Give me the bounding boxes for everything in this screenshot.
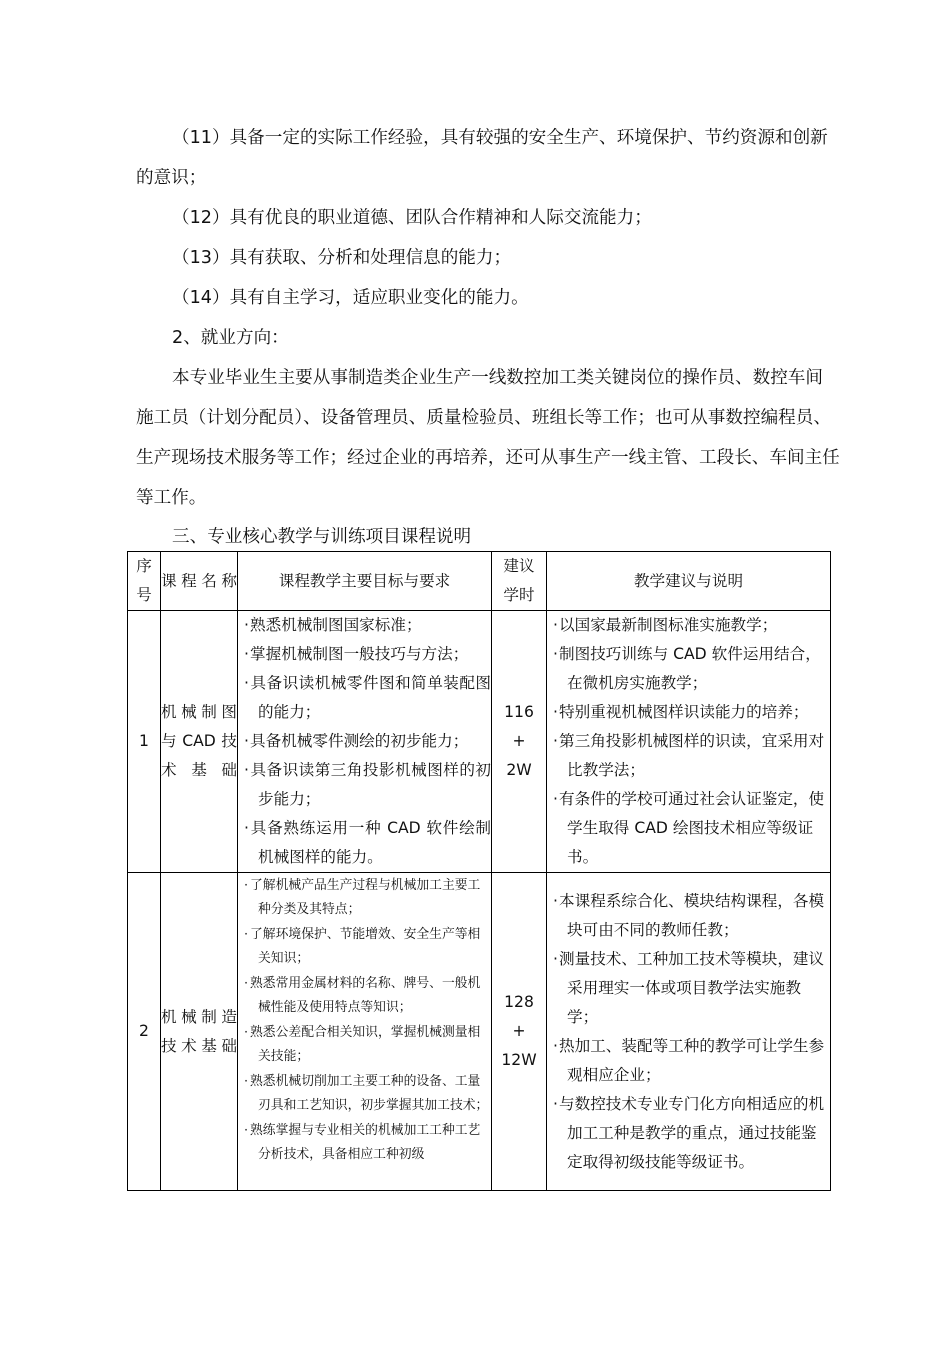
goal-item: ·熟悉机械制图国家标准； bbox=[244, 616, 422, 634]
note-item: ·制图技巧训练与 CAD 软件运用结合，在微机房实施教学； bbox=[553, 645, 821, 692]
paragraph-item-12: （12）具有优良的职业道德、团队合作精神和人际交流能力； bbox=[172, 208, 652, 228]
table-row bbox=[128, 611, 831, 873]
row-number: 1 bbox=[128, 611, 161, 873]
course-goals bbox=[238, 611, 492, 873]
goal-item: · 熟练掌握与专业相关的机械加工工种工艺分析技术，具备相应工种初级 bbox=[244, 1122, 481, 1162]
note-item: ·本课程系综合化、模块结构课程，各模块可由不同的教师任教； bbox=[553, 891, 825, 939]
paragraph-item-13: （13）具有获取、分析和处理信息的能力； bbox=[172, 248, 512, 268]
table-header-row bbox=[128, 552, 831, 611]
goal-item: · 熟悉常用金属材料的名称、牌号、一般机械性能及使用特点等知识； bbox=[244, 975, 481, 1015]
header-hours: 建议学时 bbox=[492, 552, 547, 611]
goal-item: · 熟悉机械切削加工主要工种的设备、工量刃具和工艺知识，初步掌握其加工技术； bbox=[244, 1073, 489, 1113]
note-item: ·有条件的学校可通过社会认证鉴定，使学生取得 CAD 绘图技术相应等级证书。 bbox=[553, 790, 825, 866]
employment-text: 本专业毕业生主要从事制造类企业生产一线数控加工类关键岗位的操作员、数控车间施工员（计划分配员）、设备管理员、质量检验员、班组长等工作；也可从事数控编程员、生产现场技术服务等工作；经过企业的再培养，还可从事生产一线主管、工段长、车间主任等工作。 bbox=[136, 368, 840, 508]
goal-item: · 了解机械产品生产过程与机械加工主要工种分类及其特点； bbox=[244, 877, 481, 917]
header-num: 序号 bbox=[128, 552, 161, 611]
goal-item: ·具备机械零件测绘的初步能力； bbox=[244, 732, 469, 750]
course-hours bbox=[492, 611, 547, 873]
hours-weeks: 2W bbox=[506, 761, 532, 779]
header-course-name: 课程名称 bbox=[161, 552, 238, 611]
paragraph-item-14: （14）具有自主学习，适应职业变化的能力。 bbox=[172, 288, 529, 308]
course-notes bbox=[547, 611, 831, 873]
goal-item: ·具备识读第三角投影机械图样的初步能力； bbox=[244, 761, 491, 808]
note-item: ·特别重视机械图样识读能力的培养； bbox=[553, 703, 809, 721]
course-name: 机械制造技术基础 bbox=[161, 873, 238, 1191]
employment-heading: 2、就业方向： bbox=[172, 328, 289, 348]
goal-item: · 了解环境保护、节能增效、安全生产等相关知识； bbox=[244, 926, 481, 966]
row-number: 2 bbox=[128, 873, 161, 1191]
header-goals: 课程教学主要目标与要求 bbox=[238, 552, 492, 611]
table-row bbox=[128, 873, 831, 1191]
goal-item: · 熟悉公差配合相关知识，掌握机械测量相关技能； bbox=[244, 1024, 481, 1064]
note-item: ·热加工、装配等工种的教学可让学生参观相应企业； bbox=[553, 1036, 825, 1084]
course-table bbox=[127, 551, 831, 1191]
course-notes bbox=[547, 873, 831, 1191]
hours-plus: + bbox=[512, 1022, 526, 1040]
note-item: ·以国家最新制图标准实施教学； bbox=[553, 616, 778, 634]
paragraph-item-11: （11）具备一定的实际工作经验，具有较强的安全生产、环境保护、节约资源和创新的意识； bbox=[136, 128, 828, 188]
hours-base: 116 bbox=[504, 703, 534, 721]
goal-item: ·具备识读机械零件图和简单装配图的能力； bbox=[244, 674, 491, 721]
note-item: ·测量技术、工种加工技术等模块，建议采用理实一体或项目教学法实施教学； bbox=[553, 949, 825, 1026]
hours-base: 128 bbox=[504, 993, 534, 1011]
note-item: ·第三角投影机械图样的识读，宜采用对比教学法； bbox=[553, 732, 825, 779]
section-title: 三、专业核心教学与训练项目课程说明 bbox=[172, 527, 472, 547]
goal-item: ·掌握机械制图一般技巧与方法； bbox=[244, 645, 469, 663]
course-hours bbox=[492, 873, 547, 1191]
header-notes: 教学建议与说明 bbox=[547, 552, 831, 611]
hours-plus: + bbox=[512, 732, 526, 750]
goal-item: ·具备熟练运用一种 CAD 软件绘制机械图样的能力。 bbox=[244, 819, 491, 866]
hours-weeks: 12W bbox=[501, 1051, 537, 1069]
note-item: ·与数控技术专业专门化方向相适应的机加工工种是教学的重点，通过技能鉴定取得初级技能等级证书。 bbox=[553, 1094, 825, 1171]
course-goals bbox=[238, 873, 492, 1191]
course-name: 机械制图与CAD技术基础 bbox=[161, 611, 238, 873]
